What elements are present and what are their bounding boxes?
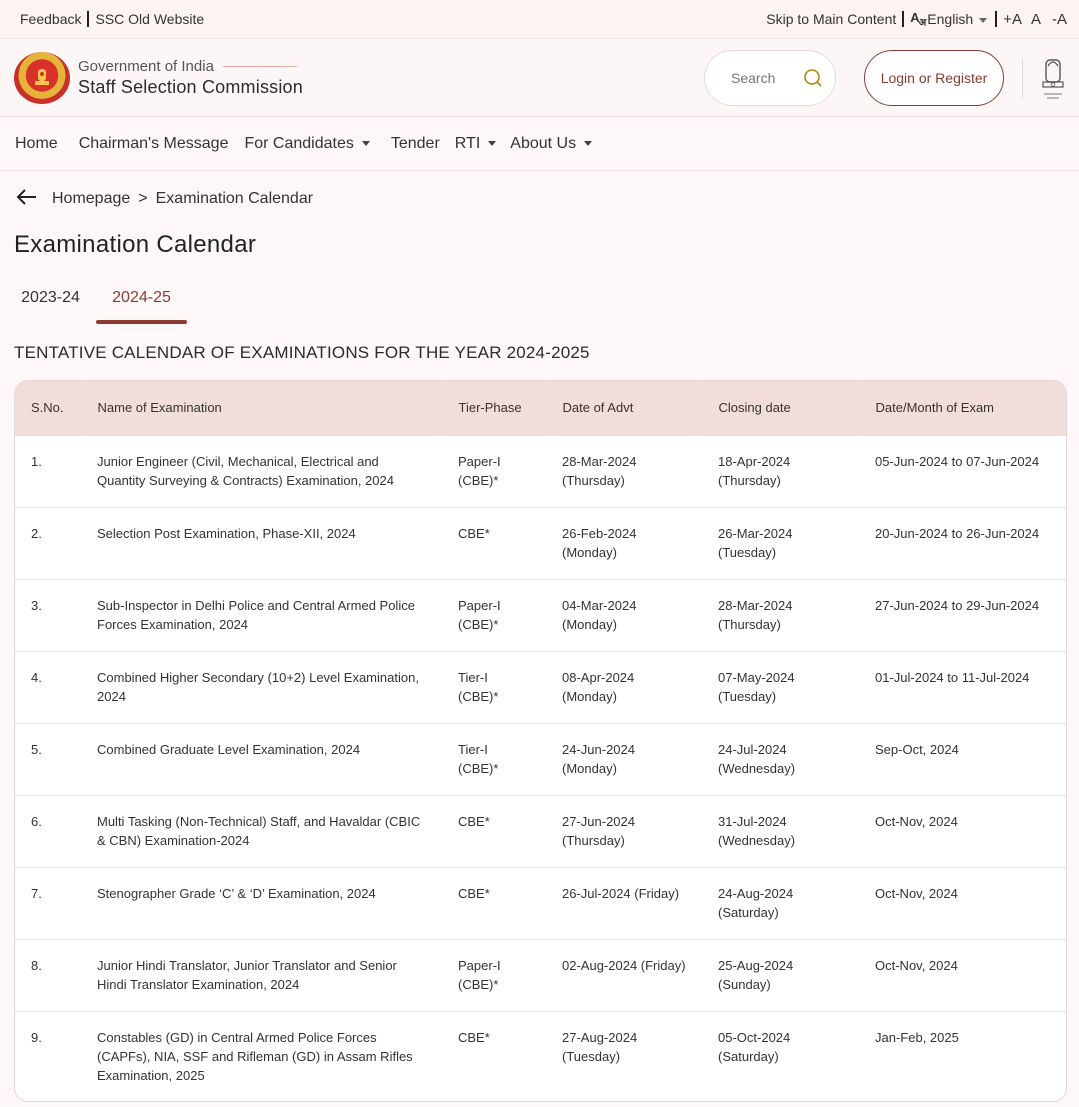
main-nav [0, 117, 1079, 171]
breadcrumb-separator: > [138, 190, 148, 207]
breadcrumb [0, 171, 1079, 211]
table-row [15, 651, 1066, 723]
chevron-down-icon [979, 18, 987, 23]
tab-2023-24[interactable]: 2023-24 [21, 289, 80, 306]
cell-tier-phase: Paper-I (CBE)* [458, 957, 501, 992]
nav-label: For Candidates [244, 134, 354, 152]
col-exam-name: Name of Examination [81, 381, 442, 435]
cell-closing-date: 26-Mar-2024 (Tuesday) [718, 525, 793, 560]
cell-tier-phase: Paper-I (CBE)* [458, 453, 501, 488]
col-exam-date: Date/Month of Exam [875, 400, 994, 416]
font-increase-button[interactable]: +A [1003, 10, 1022, 28]
table-row [15, 1011, 1066, 1085]
divider [995, 11, 997, 27]
gov-title [78, 58, 303, 75]
chevron-down-icon [488, 141, 496, 146]
divider [87, 11, 89, 27]
table-body [15, 435, 1066, 1085]
exam-calendar-table [14, 380, 1067, 1102]
gov-label: Government of India [78, 57, 214, 75]
nav-tender[interactable] [391, 135, 440, 153]
font-reset-button[interactable]: A [1030, 10, 1041, 28]
old-website-link[interactable]: SSC Old Website [95, 11, 205, 27]
language-icon: $A_अ$ [910, 9, 926, 29]
table-row [15, 867, 1066, 939]
cell-closing-date: 25-Aug-2024 (Sunday) [718, 957, 794, 992]
cell-date-advt: 27-Jun-2024 (Thursday) [562, 813, 635, 848]
cell-tier-phase: Tier-I (CBE)* [458, 741, 499, 776]
org-title: Staff Selection Commission [78, 76, 303, 97]
chevron-down-icon [584, 141, 592, 146]
cell-date-advt: 08-Apr-2024 (Monday) [562, 669, 635, 704]
cell-closing-date: 24-Aug-2024 (Saturday) [718, 885, 794, 920]
cell-tier-phase: CBE* [458, 813, 490, 829]
cell-exam-date: 01-Jul-2024 to 11-Jul-2024 [875, 669, 1030, 685]
cell-tier-phase: CBE* [458, 525, 490, 541]
brand-text [78, 58, 303, 98]
top-links [20, 11, 204, 27]
divider [1022, 58, 1023, 98]
table-row [15, 795, 1066, 867]
cell-sno: 3. [31, 597, 42, 613]
cell-sno: 1. [31, 453, 42, 469]
cell-tier-phase: CBE* [458, 885, 490, 901]
year-tabs [14, 289, 1079, 325]
header-actions [704, 50, 1069, 106]
search-icon[interactable] [803, 68, 823, 88]
table-row [15, 435, 1066, 507]
cell-exam-date: Oct-Nov, 2024 [875, 885, 958, 901]
site-header [0, 39, 1079, 117]
ssc-logo-icon [14, 52, 70, 104]
cell-exam-date: 27-Jun-2024 to 29-Jun-2024 [875, 597, 1040, 613]
decorative-line [223, 66, 297, 67]
cell-exam-date: 20-Jun-2024 to 26-Jun-2024 [875, 525, 1040, 541]
cell-sno: 7. [31, 885, 42, 901]
chevron-down-icon [362, 141, 370, 146]
font-decrease-button[interactable]: -A [1052, 10, 1067, 28]
cell-date-advt: 27-Aug-2024 (Tuesday) [562, 1029, 638, 1064]
cell-closing-date: 07-May-2024 (Tuesday) [718, 669, 795, 704]
cell-closing-date: 31-Jul-2024 (Wednesday) [718, 813, 796, 848]
nav-for-candidates[interactable] [244, 135, 369, 153]
cell-tier-phase: Paper-I (CBE)* [458, 597, 501, 632]
language-label: English [927, 11, 974, 27]
lion-emblem-icon [29, 65, 55, 91]
col-sno: S.No. [15, 381, 81, 435]
table-row [15, 579, 1066, 651]
cell-exam-name: Sub-Inspector in Delhi Police and Central Armed Police Forces Examination, 2024 [97, 597, 415, 632]
nav-label: RTI [454, 134, 481, 152]
nav-rti[interactable] [455, 135, 496, 153]
nav-label: Home [15, 134, 58, 152]
cell-exam-name: Combined Higher Secondary (10+2) Level Examination, 2024 [97, 669, 419, 704]
table-row [15, 507, 1066, 579]
cell-exam-name: Junior Engineer (Civil, Mechanical, Electrical and Quantity Surveying & Contracts) Examination, 2024 [97, 453, 394, 488]
search-box[interactable] [704, 50, 836, 106]
col-closing-date: Closing date [702, 381, 859, 435]
divider [902, 11, 904, 27]
nav-chairmans-message[interactable] [79, 135, 229, 153]
cell-tier-phase: CBE* [458, 1029, 490, 1045]
cell-exam-name: Multi Tasking (Non-Technical) Staff, and Havaldar (CBIC & CBN) Examination-2024 [97, 813, 421, 848]
nav-label: About Us [510, 134, 577, 152]
nav-label: Tender [390, 134, 440, 152]
tab-2024-25[interactable]: 2024-25 [96, 289, 187, 325]
cell-exam-date: Jan-Feb, 2025 [875, 1029, 959, 1045]
cell-exam-name: Junior Hindi Translator, Junior Translator and Senior Hindi Translator Examination, 2024 [97, 957, 397, 992]
breadcrumb-home-link[interactable]: Homepage [52, 190, 131, 207]
brand[interactable] [14, 52, 303, 104]
cell-date-advt: 24-Jun-2024 (Monday) [562, 741, 635, 776]
table-row [15, 939, 1066, 1011]
cell-sno: 6. [31, 813, 42, 829]
feedback-link[interactable]: Feedback [20, 11, 82, 27]
cell-sno: 4. [31, 669, 42, 685]
search-input[interactable] [731, 70, 791, 86]
cell-date-advt: 26-Jul-2024 (Friday) [562, 885, 680, 901]
cell-closing-date: 05-Oct-2024 (Saturday) [718, 1029, 791, 1064]
cell-date-advt: 26-Feb-2024 (Monday) [562, 525, 637, 560]
page-title: Examination Calendar [14, 231, 257, 258]
cell-closing-date: 18-Apr-2024 (Thursday) [718, 453, 791, 488]
cell-closing-date: 24-Jul-2024 (Wednesday) [718, 741, 796, 776]
skip-to-content-link[interactable]: Skip to Main Content [766, 11, 897, 27]
col-date-advt: Date of Advt [546, 381, 702, 435]
cell-sno: 9. [31, 1029, 42, 1045]
back-arrow-icon[interactable] [16, 189, 38, 210]
table-title: TENTATIVE CALENDAR OF EXAMINATIONS FOR THE YEAR 2024-2025 [14, 343, 590, 362]
cell-date-advt: 04-Mar-2024 (Monday) [562, 597, 637, 632]
cell-exam-date: Oct-Nov, 2024 [875, 813, 958, 829]
top-utility-bar [0, 0, 1079, 39]
nav-label: Chairman's Message [78, 134, 229, 152]
breadcrumb-current: Examination Calendar [155, 190, 314, 207]
col-tier-phase: Tier-Phase [442, 381, 546, 435]
cell-exam-date: Oct-Nov, 2024 [875, 957, 958, 973]
cell-date-advt: 02-Aug-2024 (Friday) [562, 957, 686, 973]
nav-home[interactable] [15, 135, 58, 153]
cell-sno: 2. [31, 525, 42, 541]
cell-sno: 8. [31, 957, 42, 973]
cell-exam-date: 05-Jun-2024 to 07-Jun-2024 [875, 453, 1040, 469]
table-header-row [15, 381, 1066, 435]
national-emblem-icon [1037, 53, 1069, 103]
nav-about-us[interactable] [510, 135, 592, 153]
cell-exam-name: Combined Graduate Level Examination, 2024 [97, 741, 361, 757]
accessibility-tools [766, 10, 1067, 29]
cell-closing-date: 28-Mar-2024 (Thursday) [718, 597, 793, 632]
cell-exam-name: Selection Post Examination, Phase-XII, 2024 [97, 525, 356, 541]
table-row [15, 723, 1066, 795]
login-register-button[interactable]: Login or Register [864, 50, 1004, 106]
cell-date-advt: 28-Mar-2024 (Thursday) [562, 453, 637, 488]
cell-tier-phase: Tier-I (CBE)* [458, 669, 499, 704]
cell-exam-name: Constables (GD) in Central Armed Police Forces (CAPFs), NIA, SSF and Rifleman (GD) in Assam Rifles Examination, 2025 [97, 1029, 413, 1083]
cell-exam-date: Sep-Oct, 2024 [875, 741, 959, 757]
language-select[interactable] [927, 11, 987, 27]
cell-sno: 5. [31, 741, 42, 757]
cell-exam-name: Stenographer Grade ‘C’ & ‘D’ Examination, 2024 [97, 885, 376, 901]
